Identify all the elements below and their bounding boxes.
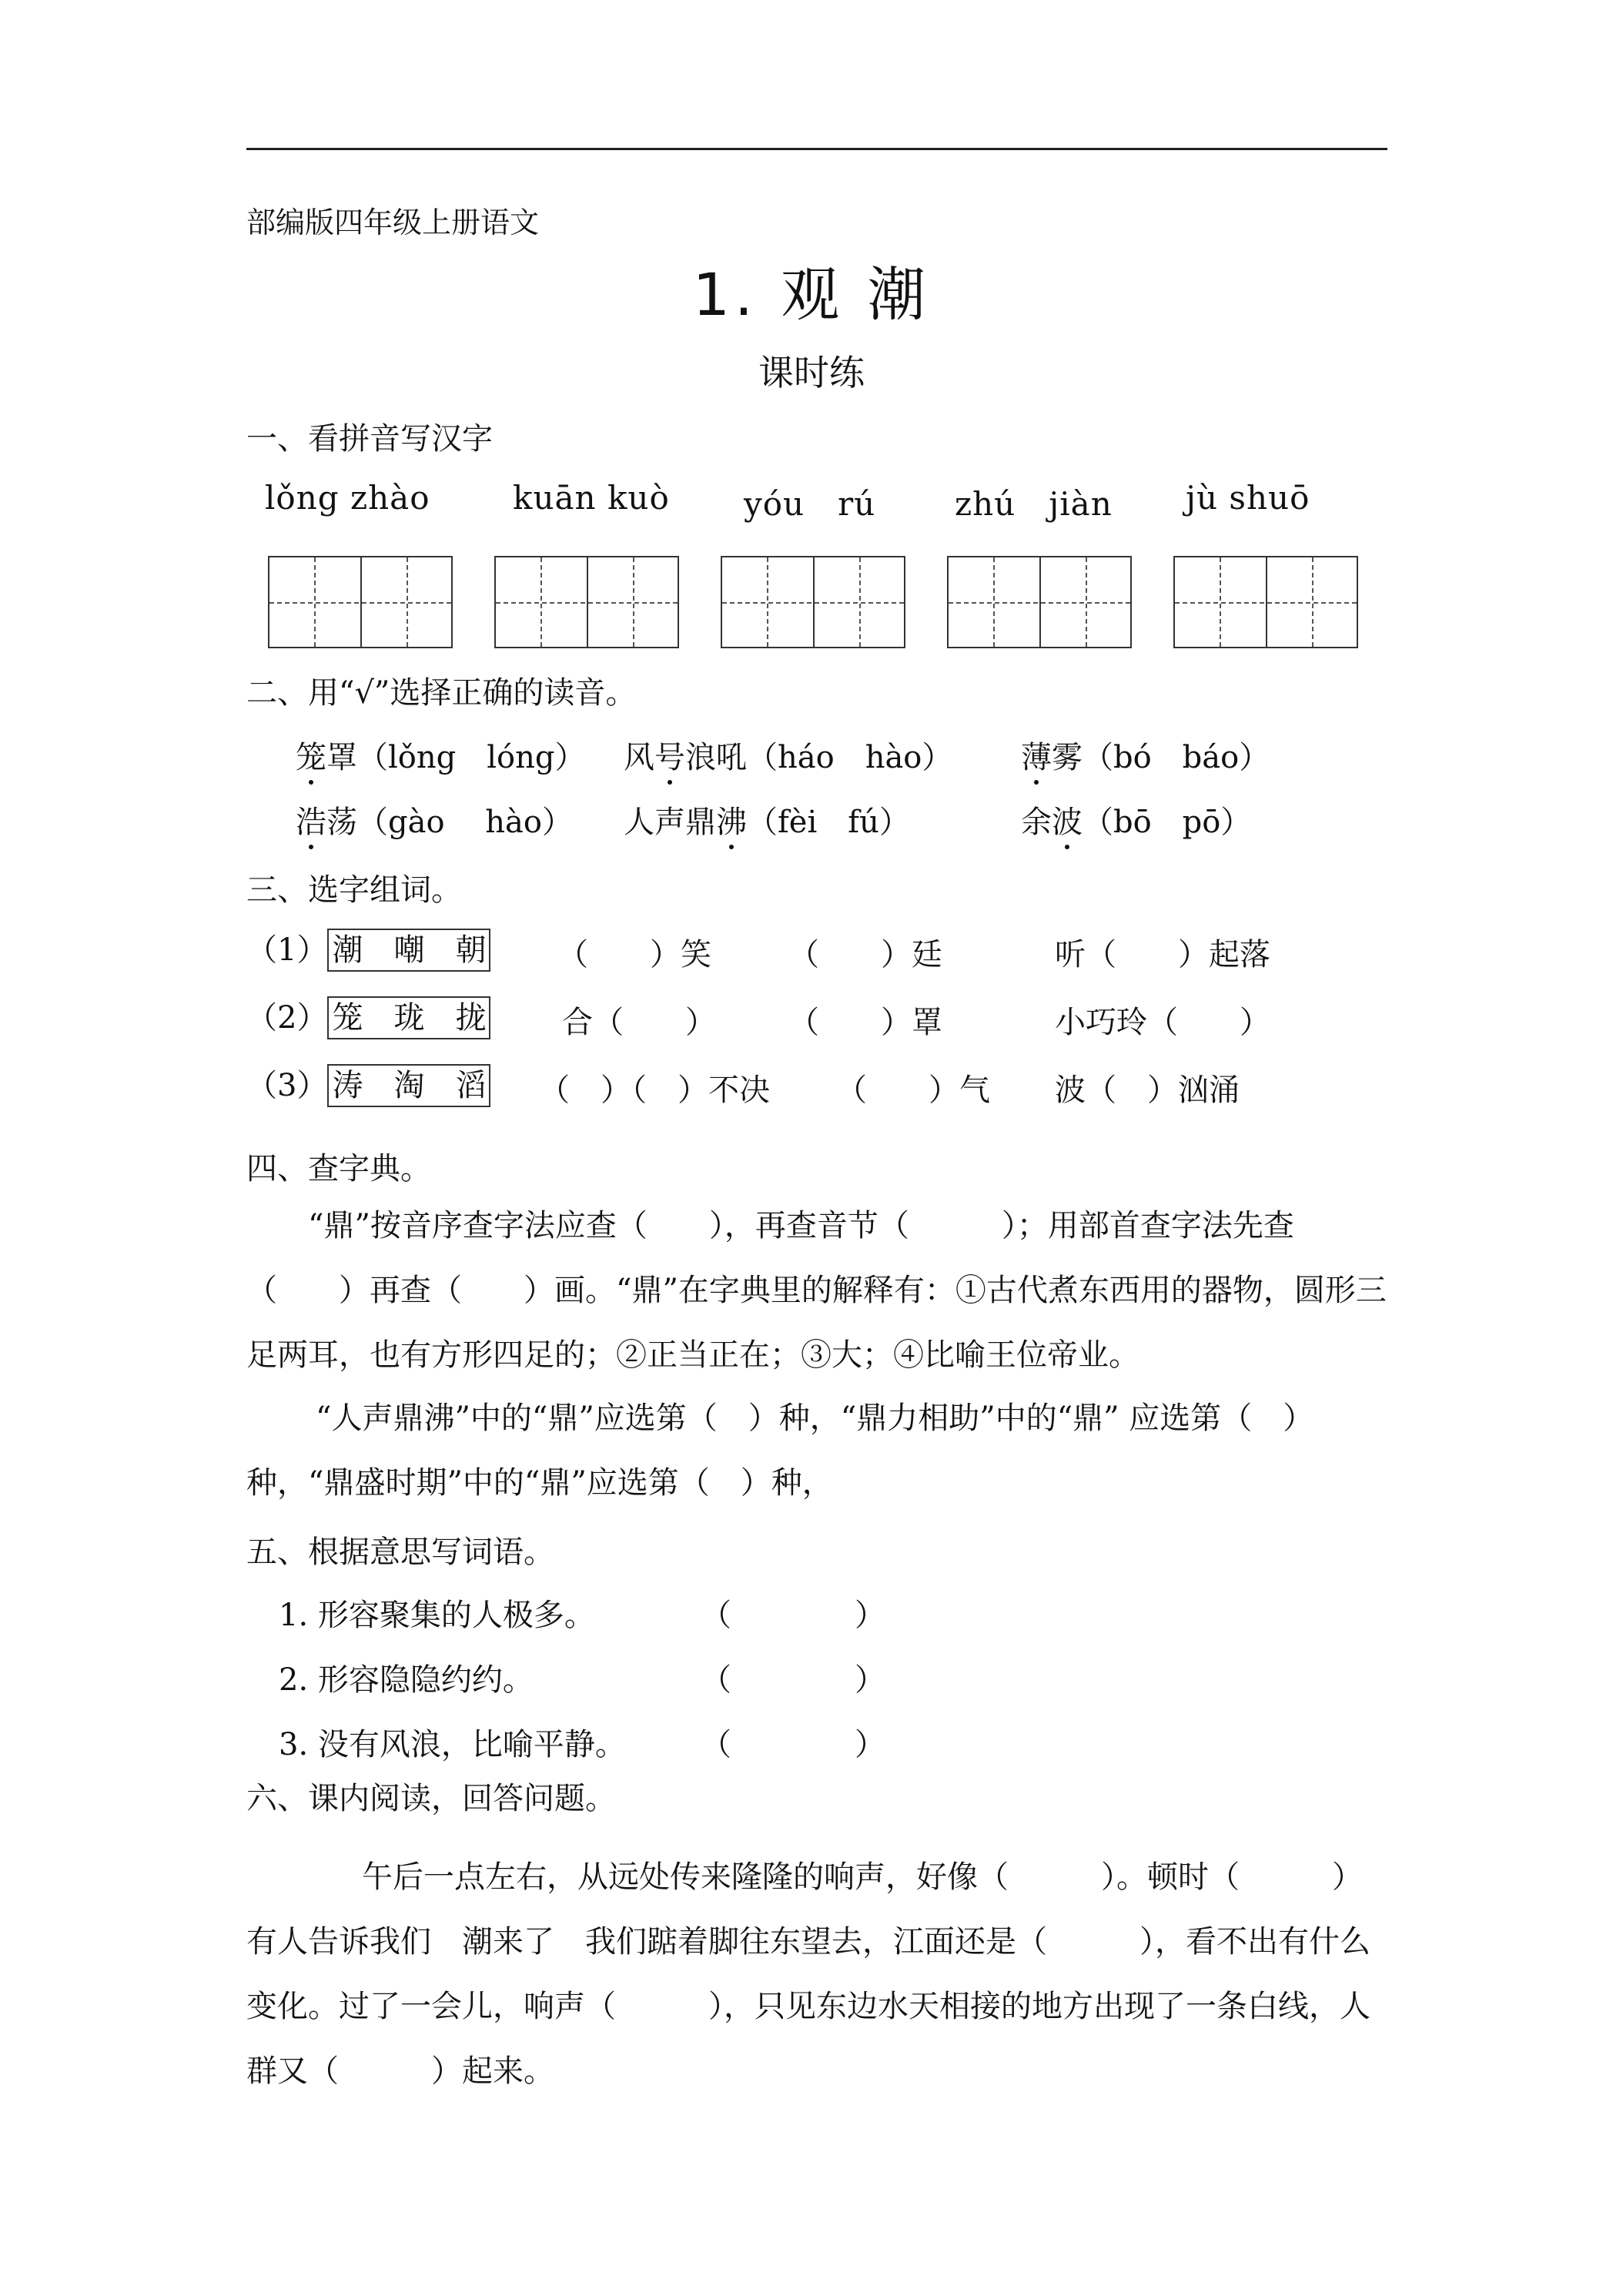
word-group-row: （2） 笼 珑 拢 xyxy=(246,993,490,1039)
answer-blank: （ ） xyxy=(701,1727,885,1762)
word-group-row: （3） 涛 淘 滔 xyxy=(246,1061,490,1107)
writing-grid-4[interactable] xyxy=(947,556,1132,648)
word-blank: 小巧玲（ ） xyxy=(1055,1005,1270,1040)
lesson-title: 1. 观 潮 xyxy=(692,260,931,329)
course-label: 部编版四年级上册语文 xyxy=(246,206,540,239)
answer-blank: （ ） xyxy=(701,1598,885,1633)
answer-blank: （ ） xyxy=(701,1662,885,1698)
pronunciation-item: 人声鼎沸（fèi fú） xyxy=(624,798,910,842)
header-rule xyxy=(246,148,1387,150)
pronunciation-item: 笼罩（lǒng lóng） xyxy=(296,733,585,777)
pronunciation-item: 薄雾（bó báo） xyxy=(1021,733,1270,777)
dictionary-paragraph-1: “鼎”按音序查字法应查（ ），再查音节（ ）；用部首查字法先查（ ）再查（ ）画。“鼎”在字典里的解释有：①古代煮东西用的器物，圆形三足两耳，也有方形四足的；②正当正在；③大；④比喻王位帝业。 xyxy=(246,1208,1387,1373)
definition-item: 1. 形容聚集的人极多。 xyxy=(279,1598,595,1633)
definition-item: 2. 形容隐隐约约。 xyxy=(279,1662,534,1698)
definition-item: 3. 没有风浪，比喻平静。 xyxy=(279,1727,626,1762)
char-choice-box: 涛 淘 滔 xyxy=(327,1064,490,1107)
word-blank: （ ）（ ）不决 xyxy=(539,1073,770,1108)
word-blank: （ ）罩 xyxy=(788,1005,942,1040)
char-choice-box: 潮 嘲 朝 xyxy=(327,929,490,972)
pinyin-5: jù shuō xyxy=(1186,479,1310,517)
section-1-heading: 一、看拼音写汉字 xyxy=(246,421,493,457)
word-blank: （ ）气 xyxy=(836,1073,990,1108)
word-blank: 波（ ）汹涌 xyxy=(1055,1073,1240,1108)
section-2-heading: 二、用“√”选择正确的读音。 xyxy=(246,675,637,711)
reading-passage: 午后一点左右，从远处传来隆隆的响声，好像（ ）。顿时（ ）有人告诉我们 潮来了 我们踮着脚往东望去，江面还是（ ），看不出有什么变化。过了一会儿，响声（ ），只见东边水天相接的地方出现了一条白线，人群又（ ）起来。 xyxy=(246,1859,1370,2089)
section-4-heading: 四、查字典。 xyxy=(246,1151,431,1186)
char-choice-box: 笼 珑 拢 xyxy=(327,996,490,1039)
writing-grid-2[interactable] xyxy=(494,556,679,648)
word-group-row: （1） 潮 嘲 朝 xyxy=(246,925,490,972)
section-5-heading: 五、根据意思写词语。 xyxy=(246,1535,554,1570)
pronunciation-item: 浩荡（gào hào） xyxy=(296,798,573,842)
lesson-subtitle: 课时练 xyxy=(758,352,865,393)
pinyin-4: zhú jiàn xyxy=(955,485,1113,523)
writing-grid-5[interactable] xyxy=(1173,556,1358,648)
writing-grid-3[interactable] xyxy=(721,556,905,648)
word-blank: 听（ ）起落 xyxy=(1055,937,1270,972)
section-3-heading: 三、选字组词。 xyxy=(246,872,462,908)
section-6-heading: 六、课内阅读，回答问题。 xyxy=(246,1781,616,1816)
pronunciation-item: 风号浪吼（háo hào） xyxy=(624,733,952,777)
pinyin-3: yóu rú xyxy=(744,485,876,523)
pinyin-1: lǒng zhào xyxy=(265,479,430,517)
pinyin-2: kuān kuò xyxy=(513,479,670,517)
word-blank: （ ）廷 xyxy=(788,937,942,972)
writing-grid-1[interactable] xyxy=(268,556,453,648)
dictionary-paragraph-2: “人声鼎沸”中的“鼎”应选第（ ）种，“鼎力相助”中的“鼎” 应选第（ ）种，“鼎盛时期”中的“鼎”应选第（ ）种， xyxy=(246,1401,1314,1501)
word-blank: （ ）笑 xyxy=(557,937,711,972)
pronunciation-item: 余波（bō pō） xyxy=(1021,798,1251,842)
word-blank: 合（ ） xyxy=(562,1005,716,1040)
